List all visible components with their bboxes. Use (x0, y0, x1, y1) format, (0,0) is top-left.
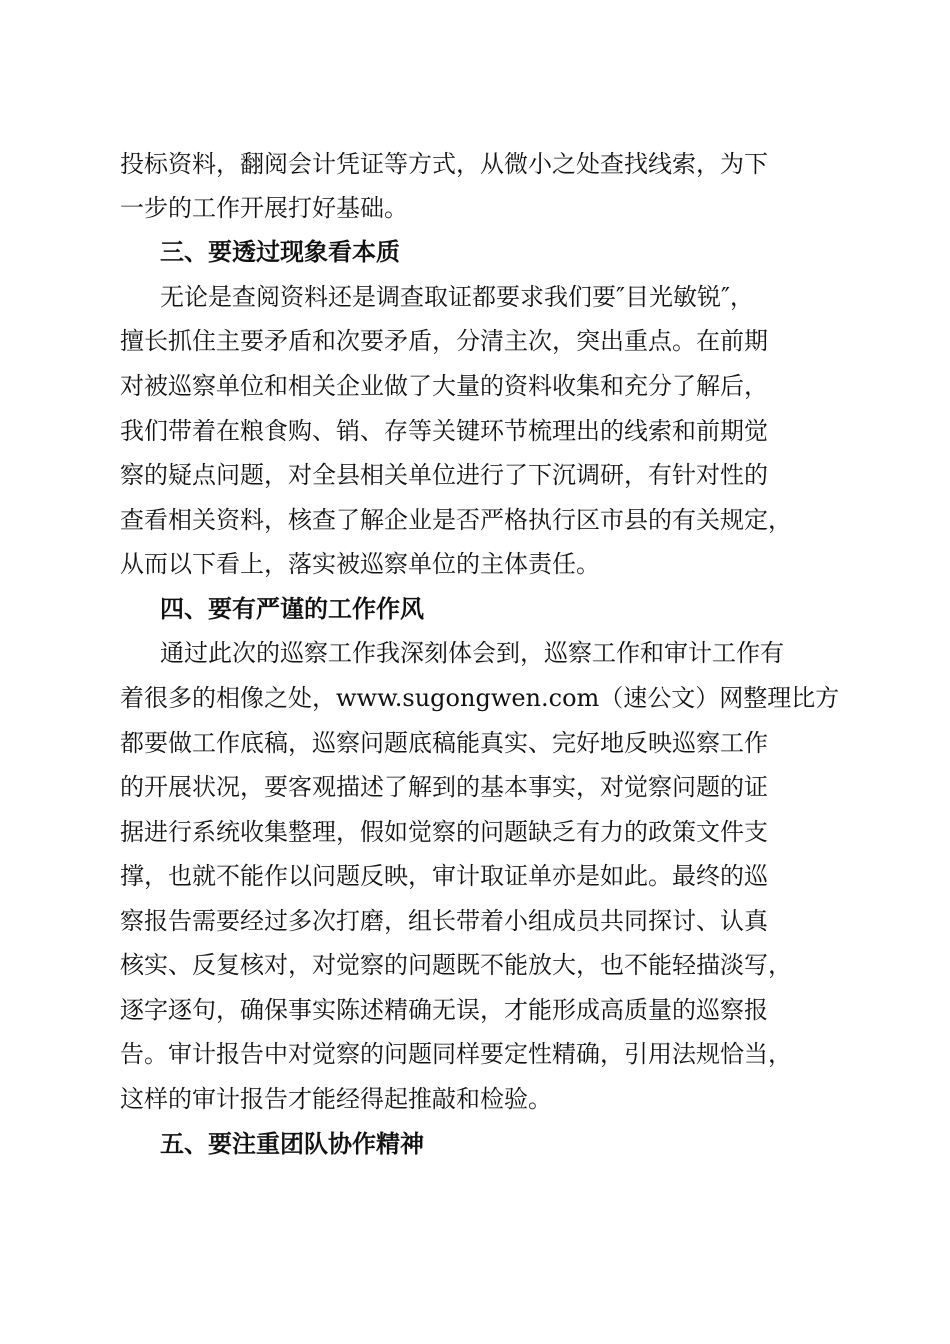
section-heading-4: 四、要有严谨的工作作风 (160, 595, 424, 623)
paragraph-line: 据进行系统收集整理，假如觉察的问题缺乏有力的政策文件支 (120, 818, 768, 846)
paragraph-line: 从而以下看上，落实被巡察单位的主体责任。 (120, 550, 600, 578)
paragraph-line: 着很多的相像之处，www.sugongwen.com（速公文）网整理比方 (120, 684, 840, 712)
paragraph-line: 擅长抓住主要矛盾和次要矛盾，分清主次，突出重点。在前期 (120, 327, 768, 355)
paragraph-line: 我们带着在粮食购、销、存等关键环节梳理出的线索和前期觉 (120, 417, 768, 445)
paragraph-line: 投标资料，翻阅会计凭证等方式，从微小之处查找线索，为下 (120, 150, 768, 178)
paragraph-line: 撑，也就不能作以问题反映，审计取证单亦是如此。最终的巡 (120, 862, 768, 890)
paragraph-line: 察的疑点问题，对全县相关单位进行了下沉调研，有针对性的 (120, 461, 768, 489)
paragraph-line: 核实、反复核对，对觉察的问题既不能放大，也不能轻描淡写， (120, 951, 792, 979)
paragraph-line: 这样的审计报告才能经得起推敲和检验。 (120, 1085, 552, 1113)
section-heading-3: 三、要透过现象看本质 (160, 238, 400, 266)
paragraph-line: 告。审计报告中对觉察的问题同样要定性精确，引用法规恰当， (120, 1040, 792, 1068)
paragraph-line: 通过此次的巡察工作我深刻体会到，巡察工作和审计工作有 (160, 639, 784, 667)
paragraph-line: 都要做工作底稿，巡察问题底稿能真实、完好地反映巡察工作 (120, 729, 768, 757)
section-heading-5: 五、要注重团队协作精神 (160, 1130, 424, 1158)
paragraph-line: 对被巡察单位和相关企业做了大量的资料收集和充分了解后， (120, 372, 768, 400)
paragraph-line: 的开展状况，要客观描述了解到的基本事实，对觉察问题的证 (120, 773, 768, 801)
paragraph-line: 察报告需要经过多次打磨，组长带着小组成员共同探讨、认真 (120, 907, 768, 935)
paragraph-line: 无论是查阅资料还是调查取证都要求我们要″目光敏锐″， (160, 283, 754, 311)
paragraph-line: 一步的工作开展打好基础。 (120, 194, 408, 222)
paragraph-line: 逐字逐句，确保事实陈述精确无误，才能形成高质量的巡察报 (120, 996, 768, 1024)
paragraph-line: 查看相关资料，核查了解企业是否严格执行区市县的有关规定， (120, 506, 792, 534)
